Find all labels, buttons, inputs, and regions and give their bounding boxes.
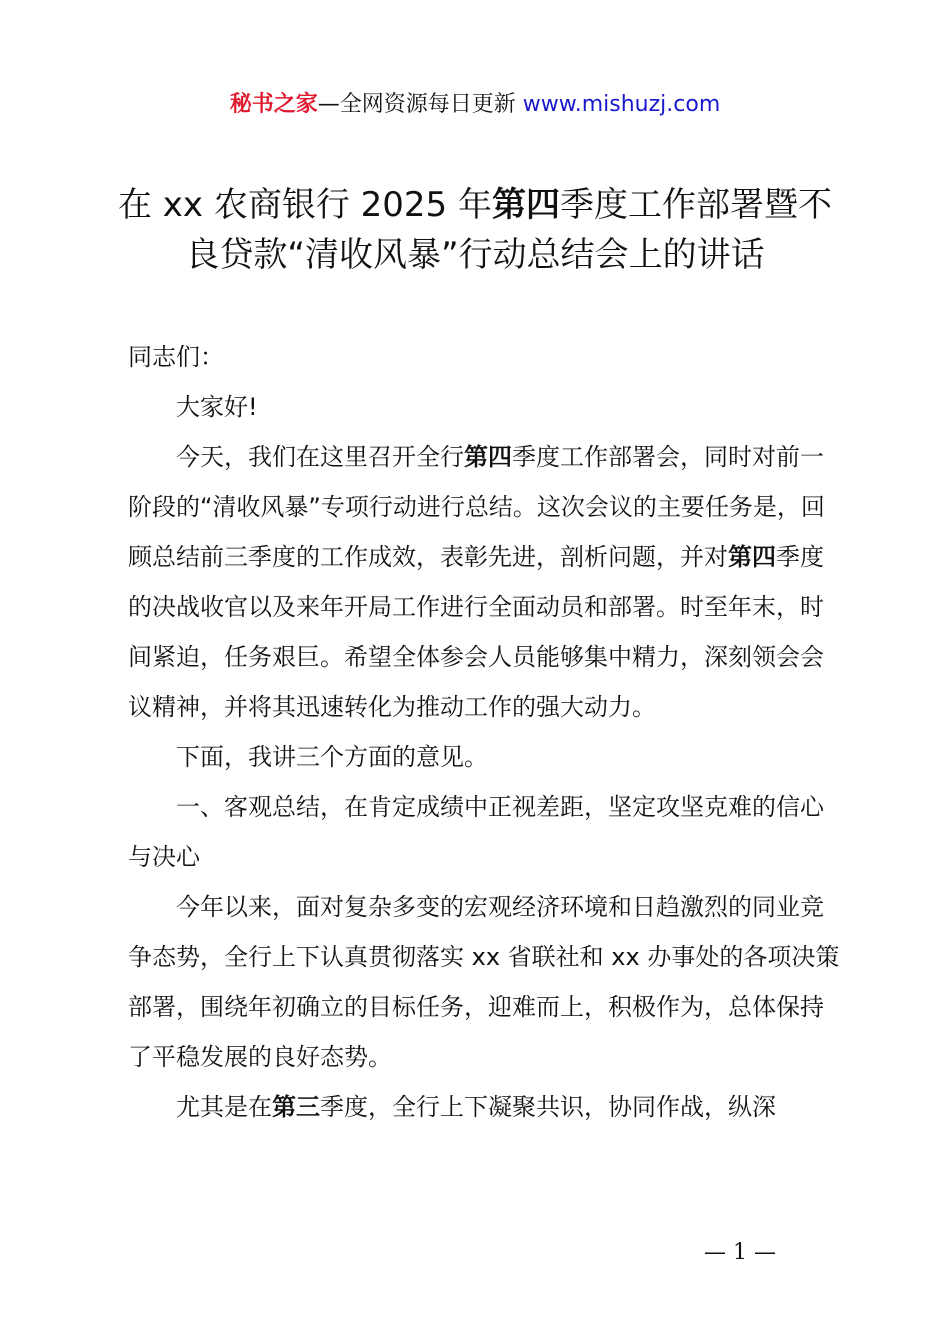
paragraph-third-quarter-bold: 第三	[272, 1093, 320, 1121]
paragraph-opening-part-a: 今天，我们在这里召开全行	[176, 443, 464, 471]
paragraph-outline: 下面，我讲三个方面的意见。	[176, 743, 488, 771]
brand-name: 秘书之家	[229, 92, 318, 117]
title-line-1-bold: 第四	[492, 185, 560, 225]
paragraph-opening-part-c: 季度的决战收官以及来年开局工作进行全面动员和部署。时至年末，时间紧迫，任务艰巨。希望全体参会人员能够集中精力，深刻领会会议精神，并将其迅速转化为推动工作的强大动力。	[128, 543, 824, 721]
paragraph-third-quarter	[128, 1082, 840, 1132]
title-line-1	[100, 180, 850, 230]
header-tagline: —全网资源每日更新	[317, 92, 523, 117]
title-line-2: 良贷款“清收风暴”行动总结会上的讲话	[185, 235, 765, 275]
salutation: 同志们：	[128, 343, 224, 371]
paragraph-opening-bold-2: 第四	[728, 543, 776, 571]
paragraph-third-quarter-part-a: 尤其是在	[176, 1093, 272, 1121]
site-header	[0, 88, 950, 122]
site-url-link[interactable]: www.mishuzj.com	[522, 92, 721, 117]
title-line-1-start: 在 xx 农商银行 2025 年	[118, 185, 492, 225]
paragraph-review: 今年以来，面对复杂多变的宏观经济环境和日趋激烈的同业竞争态势，全行上下认真贯彻落实 xx 省联社和 xx 办事处的各项决策部署，围绕年初确立的目标任务，迎难而上，积极作为，总体保持了平稳发展的良好态势。	[128, 893, 840, 1071]
title-line-1-end: 季度工作部署暨不	[560, 185, 832, 225]
paragraph-opening-part-b: 季度工作部署会，同时对前一阶段的“清收风暴”专项行动进行总结。这次会议的主要任务是，回顾总结前三季度的工作成效，表彰先进，剖析问题，并对	[128, 443, 825, 571]
document-body	[128, 332, 840, 1132]
paragraph-third-quarter-part-b: 季度，全行上下凝聚共识，协同作战，纵深	[320, 1093, 776, 1121]
section-heading-1: 一、客观总结，在肯定成绩中正视差距，坚定攻坚克难的信心与决心	[128, 793, 824, 871]
paragraph-opening	[128, 432, 840, 732]
greeting: 大家好!	[176, 393, 258, 421]
document-title	[100, 180, 850, 280]
paragraph-opening-bold-1: 第四	[464, 443, 512, 471]
page-number: — 1 —	[704, 1240, 776, 1265]
